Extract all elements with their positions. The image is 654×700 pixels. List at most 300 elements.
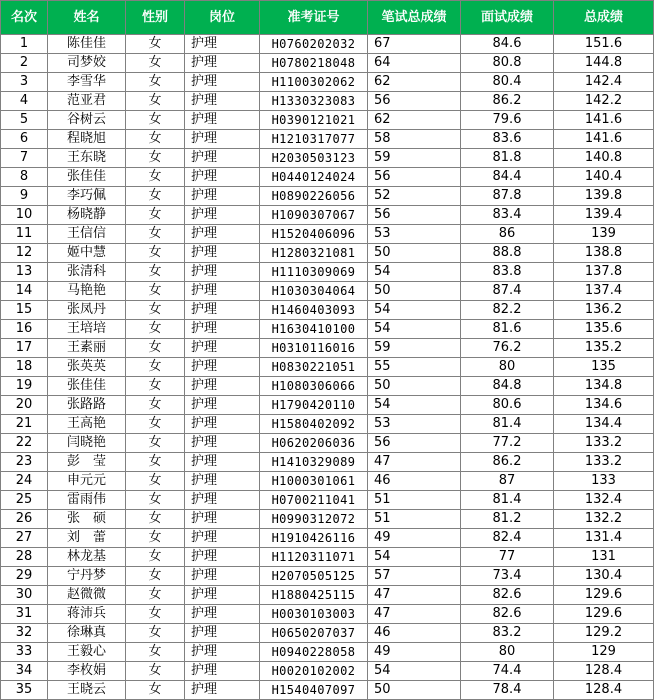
table-row: [1, 586, 654, 605]
table-row: [1, 415, 654, 434]
cell-written-score: 62: [368, 73, 461, 92]
cell-exam-id: H2030503123: [260, 149, 368, 168]
table-row: [1, 548, 654, 567]
cell-position: 护理: [185, 263, 260, 282]
table-row: [1, 149, 654, 168]
table-row: [1, 510, 654, 529]
table-row: [1, 472, 654, 491]
cell-interview-score: 83.2: [461, 624, 554, 643]
cell-position: 护理: [185, 681, 260, 700]
cell-gender: 女: [126, 567, 185, 586]
header-rank: 名次: [1, 1, 48, 35]
cell-interview-score: 86: [461, 225, 554, 244]
table-row: [1, 35, 654, 54]
cell-written-score: 51: [368, 510, 461, 529]
cell-name: 蒋沛兵: [48, 605, 126, 624]
cell-exam-id: H1460403093: [260, 301, 368, 320]
cell-total-score: 128.4: [554, 662, 654, 681]
cell-name: 李巧佩: [48, 187, 126, 206]
cell-rank: 12: [1, 244, 48, 263]
cell-rank: 17: [1, 339, 48, 358]
cell-gender: 女: [126, 92, 185, 111]
cell-gender: 女: [126, 187, 185, 206]
table-row: [1, 396, 654, 415]
cell-rank: 13: [1, 263, 48, 282]
cell-total-score: 137.8: [554, 263, 654, 282]
header-exam-id: 准考证号: [260, 1, 368, 35]
cell-gender: 女: [126, 510, 185, 529]
cell-position: 护理: [185, 624, 260, 643]
cell-exam-id: H0760202032: [260, 35, 368, 54]
cell-interview-score: 81.4: [461, 415, 554, 434]
cell-exam-id: H1330323083: [260, 92, 368, 111]
cell-total-score: 138.8: [554, 244, 654, 263]
cell-total-score: 128.4: [554, 681, 654, 700]
cell-name: 张英英: [48, 358, 126, 377]
cell-position: 护理: [185, 339, 260, 358]
cell-gender: 女: [126, 54, 185, 73]
cell-rank: 34: [1, 662, 48, 681]
cell-position: 护理: [185, 662, 260, 681]
cell-total-score: 137.4: [554, 282, 654, 301]
cell-gender: 女: [126, 225, 185, 244]
cell-total-score: 142.4: [554, 73, 654, 92]
cell-written-score: 59: [368, 149, 461, 168]
cell-written-score: 56: [368, 92, 461, 111]
cell-name: 杨晓静: [48, 206, 126, 225]
cell-total-score: 133.2: [554, 453, 654, 472]
cell-written-score: 57: [368, 567, 461, 586]
cell-exam-id: H1030304064: [260, 282, 368, 301]
cell-written-score: 59: [368, 339, 461, 358]
cell-position: 护理: [185, 225, 260, 244]
cell-interview-score: 73.4: [461, 567, 554, 586]
cell-position: 护理: [185, 377, 260, 396]
table-row: [1, 320, 654, 339]
cell-exam-id: H1210317077: [260, 130, 368, 149]
cell-gender: 女: [126, 339, 185, 358]
cell-total-score: 134.8: [554, 377, 654, 396]
cell-interview-score: 88.8: [461, 244, 554, 263]
cell-position: 护理: [185, 35, 260, 54]
cell-interview-score: 81.2: [461, 510, 554, 529]
table-row: [1, 681, 654, 700]
cell-rank: 20: [1, 396, 48, 415]
cell-total-score: 136.2: [554, 301, 654, 320]
table-header: [1, 1, 654, 35]
cell-rank: 11: [1, 225, 48, 244]
cell-position: 护理: [185, 301, 260, 320]
table-body: [1, 35, 654, 700]
cell-name: 陈佳佳: [48, 35, 126, 54]
cell-interview-score: 87: [461, 472, 554, 491]
cell-name: 闫晓艳: [48, 434, 126, 453]
cell-interview-score: 81.6: [461, 320, 554, 339]
cell-gender: 女: [126, 529, 185, 548]
cell-position: 护理: [185, 396, 260, 415]
cell-exam-id: H0310116016: [260, 339, 368, 358]
cell-name: 范亚君: [48, 92, 126, 111]
cell-gender: 女: [126, 244, 185, 263]
cell-gender: 女: [126, 643, 185, 662]
header-gender: 性别: [126, 1, 185, 35]
cell-total-score: 129.6: [554, 586, 654, 605]
cell-interview-score: 81.8: [461, 149, 554, 168]
cell-gender: 女: [126, 206, 185, 225]
cell-position: 护理: [185, 548, 260, 567]
cell-position: 护理: [185, 187, 260, 206]
cell-exam-id: H0940228058: [260, 643, 368, 662]
cell-written-score: 53: [368, 415, 461, 434]
cell-exam-id: H0030103003: [260, 605, 368, 624]
table-row: [1, 168, 654, 187]
cell-rank: 30: [1, 586, 48, 605]
cell-gender: 女: [126, 149, 185, 168]
table-row: [1, 662, 654, 681]
cell-total-score: 142.2: [554, 92, 654, 111]
cell-name: 刘 蕾: [48, 529, 126, 548]
table-row: [1, 206, 654, 225]
cell-rank: 10: [1, 206, 48, 225]
cell-exam-id: H1540407097: [260, 681, 368, 700]
cell-interview-score: 82.2: [461, 301, 554, 320]
cell-interview-score: 74.4: [461, 662, 554, 681]
cell-written-score: 67: [368, 35, 461, 54]
cell-total-score: 139.8: [554, 187, 654, 206]
cell-gender: 女: [126, 624, 185, 643]
cell-position: 护理: [185, 529, 260, 548]
cell-gender: 女: [126, 111, 185, 130]
cell-name: 宁丹梦: [48, 567, 126, 586]
cell-total-score: 132.2: [554, 510, 654, 529]
cell-name: 申元元: [48, 472, 126, 491]
cell-name: 张清科: [48, 263, 126, 282]
cell-exam-id: H1630410100: [260, 320, 368, 339]
cell-total-score: 144.8: [554, 54, 654, 73]
cell-name: 彭 莹: [48, 453, 126, 472]
cell-position: 护理: [185, 510, 260, 529]
cell-gender: 女: [126, 130, 185, 149]
cell-written-score: 54: [368, 320, 461, 339]
cell-exam-id: H1110309069: [260, 263, 368, 282]
cell-written-score: 54: [368, 396, 461, 415]
cell-position: 护理: [185, 54, 260, 73]
cell-position: 护理: [185, 168, 260, 187]
cell-exam-id: H1100302062: [260, 73, 368, 92]
cell-written-score: 49: [368, 529, 461, 548]
cell-interview-score: 80: [461, 643, 554, 662]
cell-exam-id: H1120311071: [260, 548, 368, 567]
cell-gender: 女: [126, 358, 185, 377]
cell-position: 护理: [185, 130, 260, 149]
cell-written-score: 62: [368, 111, 461, 130]
table-row: [1, 111, 654, 130]
cell-written-score: 52: [368, 187, 461, 206]
cell-name: 雷雨伟: [48, 491, 126, 510]
cell-name: 张路路: [48, 396, 126, 415]
cell-position: 护理: [185, 206, 260, 225]
cell-rank: 32: [1, 624, 48, 643]
cell-gender: 女: [126, 396, 185, 415]
table-row: [1, 225, 654, 244]
cell-written-score: 56: [368, 168, 461, 187]
cell-interview-score: 83.6: [461, 130, 554, 149]
cell-name: 王东晓: [48, 149, 126, 168]
cell-exam-id: H1090307067: [260, 206, 368, 225]
header-total-score: 总成绩: [554, 1, 654, 35]
cell-written-score: 47: [368, 453, 461, 472]
cell-interview-score: 77: [461, 548, 554, 567]
cell-written-score: 46: [368, 472, 461, 491]
table-row: [1, 377, 654, 396]
cell-rank: 31: [1, 605, 48, 624]
cell-interview-score: 76.2: [461, 339, 554, 358]
cell-written-score: 47: [368, 586, 461, 605]
cell-exam-id: H1790420110: [260, 396, 368, 415]
table-row: [1, 130, 654, 149]
cell-total-score: 132.4: [554, 491, 654, 510]
header-name: 姓名: [48, 1, 126, 35]
cell-position: 护理: [185, 567, 260, 586]
cell-gender: 女: [126, 377, 185, 396]
cell-total-score: 131: [554, 548, 654, 567]
cell-written-score: 50: [368, 377, 461, 396]
cell-position: 护理: [185, 605, 260, 624]
cell-exam-id: H1910426116: [260, 529, 368, 548]
cell-exam-id: H0700211041: [260, 491, 368, 510]
cell-exam-id: H1280321081: [260, 244, 368, 263]
cell-interview-score: 81.4: [461, 491, 554, 510]
table-row: [1, 624, 654, 643]
cell-total-score: 135.6: [554, 320, 654, 339]
cell-position: 护理: [185, 434, 260, 453]
table-row: [1, 339, 654, 358]
cell-rank: 22: [1, 434, 48, 453]
cell-written-score: 50: [368, 244, 461, 263]
cell-gender: 女: [126, 73, 185, 92]
cell-interview-score: 82.6: [461, 605, 554, 624]
cell-rank: 4: [1, 92, 48, 111]
cell-total-score: 135.2: [554, 339, 654, 358]
table-row: [1, 282, 654, 301]
cell-written-score: 54: [368, 263, 461, 282]
cell-total-score: 134.6: [554, 396, 654, 415]
cell-gender: 女: [126, 168, 185, 187]
header-written-score: 笔试总成绩: [368, 1, 461, 35]
cell-name: 谷树云: [48, 111, 126, 130]
cell-name: 张 硕: [48, 510, 126, 529]
cell-exam-id: H0650207037: [260, 624, 368, 643]
cell-total-score: 141.6: [554, 111, 654, 130]
cell-rank: 18: [1, 358, 48, 377]
cell-exam-id: H1410329089: [260, 453, 368, 472]
cell-rank: 23: [1, 453, 48, 472]
cell-position: 护理: [185, 415, 260, 434]
cell-exam-id: H0440124024: [260, 168, 368, 187]
cell-interview-score: 83.8: [461, 263, 554, 282]
table-row: [1, 54, 654, 73]
cell-name: 王素丽: [48, 339, 126, 358]
cell-interview-score: 87.4: [461, 282, 554, 301]
header-row: [1, 1, 654, 35]
cell-exam-id: H0990312072: [260, 510, 368, 529]
cell-interview-score: 80.4: [461, 73, 554, 92]
cell-written-score: 51: [368, 491, 461, 510]
cell-written-score: 64: [368, 54, 461, 73]
cell-total-score: 130.4: [554, 567, 654, 586]
cell-position: 护理: [185, 320, 260, 339]
cell-name: 李雪华: [48, 73, 126, 92]
cell-total-score: 133.2: [554, 434, 654, 453]
cell-written-score: 54: [368, 548, 461, 567]
cell-position: 护理: [185, 491, 260, 510]
cell-gender: 女: [126, 453, 185, 472]
cell-total-score: 141.6: [554, 130, 654, 149]
cell-position: 护理: [185, 453, 260, 472]
cell-exam-id: H2070505125: [260, 567, 368, 586]
cell-written-score: 55: [368, 358, 461, 377]
cell-written-score: 49: [368, 643, 461, 662]
cell-gender: 女: [126, 472, 185, 491]
cell-written-score: 53: [368, 225, 461, 244]
cell-written-score: 50: [368, 681, 461, 700]
cell-interview-score: 82.6: [461, 586, 554, 605]
cell-position: 护理: [185, 586, 260, 605]
cell-position: 护理: [185, 92, 260, 111]
cell-rank: 26: [1, 510, 48, 529]
cell-rank: 15: [1, 301, 48, 320]
table-row: [1, 567, 654, 586]
table-row: [1, 434, 654, 453]
cell-gender: 女: [126, 282, 185, 301]
cell-rank: 6: [1, 130, 48, 149]
cell-position: 护理: [185, 111, 260, 130]
cell-interview-score: 83.4: [461, 206, 554, 225]
cell-total-score: 133: [554, 472, 654, 491]
cell-name: 林龙基: [48, 548, 126, 567]
cell-interview-score: 82.4: [461, 529, 554, 548]
cell-written-score: 47: [368, 605, 461, 624]
cell-rank: 29: [1, 567, 48, 586]
header-position: 岗位: [185, 1, 260, 35]
cell-exam-id: H0020102002: [260, 662, 368, 681]
cell-written-score: 54: [368, 662, 461, 681]
cell-gender: 女: [126, 491, 185, 510]
cell-total-score: 135: [554, 358, 654, 377]
table-row: [1, 244, 654, 263]
cell-total-score: 139.4: [554, 206, 654, 225]
cell-gender: 女: [126, 263, 185, 282]
cell-name: 张佳佳: [48, 377, 126, 396]
cell-written-score: 54: [368, 301, 461, 320]
cell-rank: 2: [1, 54, 48, 73]
cell-exam-id: H1000301061: [260, 472, 368, 491]
cell-total-score: 140.4: [554, 168, 654, 187]
cell-name: 徐琳真: [48, 624, 126, 643]
cell-rank: 16: [1, 320, 48, 339]
cell-total-score: 139: [554, 225, 654, 244]
table-row: [1, 491, 654, 510]
cell-position: 护理: [185, 358, 260, 377]
cell-name: 司梦姣: [48, 54, 126, 73]
cell-gender: 女: [126, 681, 185, 700]
cell-exam-id: H1520406096: [260, 225, 368, 244]
cell-name: 王高艳: [48, 415, 126, 434]
cell-interview-score: 80.8: [461, 54, 554, 73]
cell-interview-score: 87.8: [461, 187, 554, 206]
cell-rank: 8: [1, 168, 48, 187]
cell-written-score: 56: [368, 434, 461, 453]
cell-rank: 24: [1, 472, 48, 491]
table-row: [1, 263, 654, 282]
cell-gender: 女: [126, 662, 185, 681]
cell-name: 李枚娟: [48, 662, 126, 681]
table-row: [1, 358, 654, 377]
table-row: [1, 301, 654, 320]
cell-rank: 14: [1, 282, 48, 301]
cell-gender: 女: [126, 320, 185, 339]
cell-name: 赵微微: [48, 586, 126, 605]
cell-interview-score: 80: [461, 358, 554, 377]
cell-exam-id: H0390121021: [260, 111, 368, 130]
cell-exam-id: H0830221051: [260, 358, 368, 377]
cell-interview-score: 84.6: [461, 35, 554, 54]
cell-rank: 28: [1, 548, 48, 567]
table-row: [1, 453, 654, 472]
cell-gender: 女: [126, 586, 185, 605]
cell-rank: 1: [1, 35, 48, 54]
cell-position: 护理: [185, 149, 260, 168]
cell-name: 张凤丹: [48, 301, 126, 320]
cell-interview-score: 86.2: [461, 453, 554, 472]
table-row: [1, 92, 654, 111]
cell-name: 王信信: [48, 225, 126, 244]
cell-exam-id: H0780218048: [260, 54, 368, 73]
cell-name: 张佳佳: [48, 168, 126, 187]
cell-name: 程晓旭: [48, 130, 126, 149]
cell-position: 护理: [185, 472, 260, 491]
cell-total-score: 131.4: [554, 529, 654, 548]
table-row: [1, 529, 654, 548]
cell-name: 王毅心: [48, 643, 126, 662]
cell-total-score: 129: [554, 643, 654, 662]
cell-rank: 19: [1, 377, 48, 396]
cell-interview-score: 78.4: [461, 681, 554, 700]
cell-interview-score: 77.2: [461, 434, 554, 453]
cell-total-score: 140.8: [554, 149, 654, 168]
header-interview-score: 面试成绩: [461, 1, 554, 35]
cell-rank: 5: [1, 111, 48, 130]
cell-position: 护理: [185, 73, 260, 92]
cell-written-score: 56: [368, 206, 461, 225]
cell-name: 姬中慧: [48, 244, 126, 263]
cell-rank: 27: [1, 529, 48, 548]
cell-gender: 女: [126, 415, 185, 434]
cell-interview-score: 80.6: [461, 396, 554, 415]
cell-rank: 25: [1, 491, 48, 510]
cell-name: 王晓云: [48, 681, 126, 700]
cell-rank: 33: [1, 643, 48, 662]
cell-rank: 21: [1, 415, 48, 434]
cell-total-score: 129.2: [554, 624, 654, 643]
cell-gender: 女: [126, 434, 185, 453]
cell-exam-id: H1580402092: [260, 415, 368, 434]
cell-total-score: 134.4: [554, 415, 654, 434]
cell-exam-id: H1080306066: [260, 377, 368, 396]
cell-name: 马艳艳: [48, 282, 126, 301]
cell-interview-score: 84.8: [461, 377, 554, 396]
cell-rank: 3: [1, 73, 48, 92]
